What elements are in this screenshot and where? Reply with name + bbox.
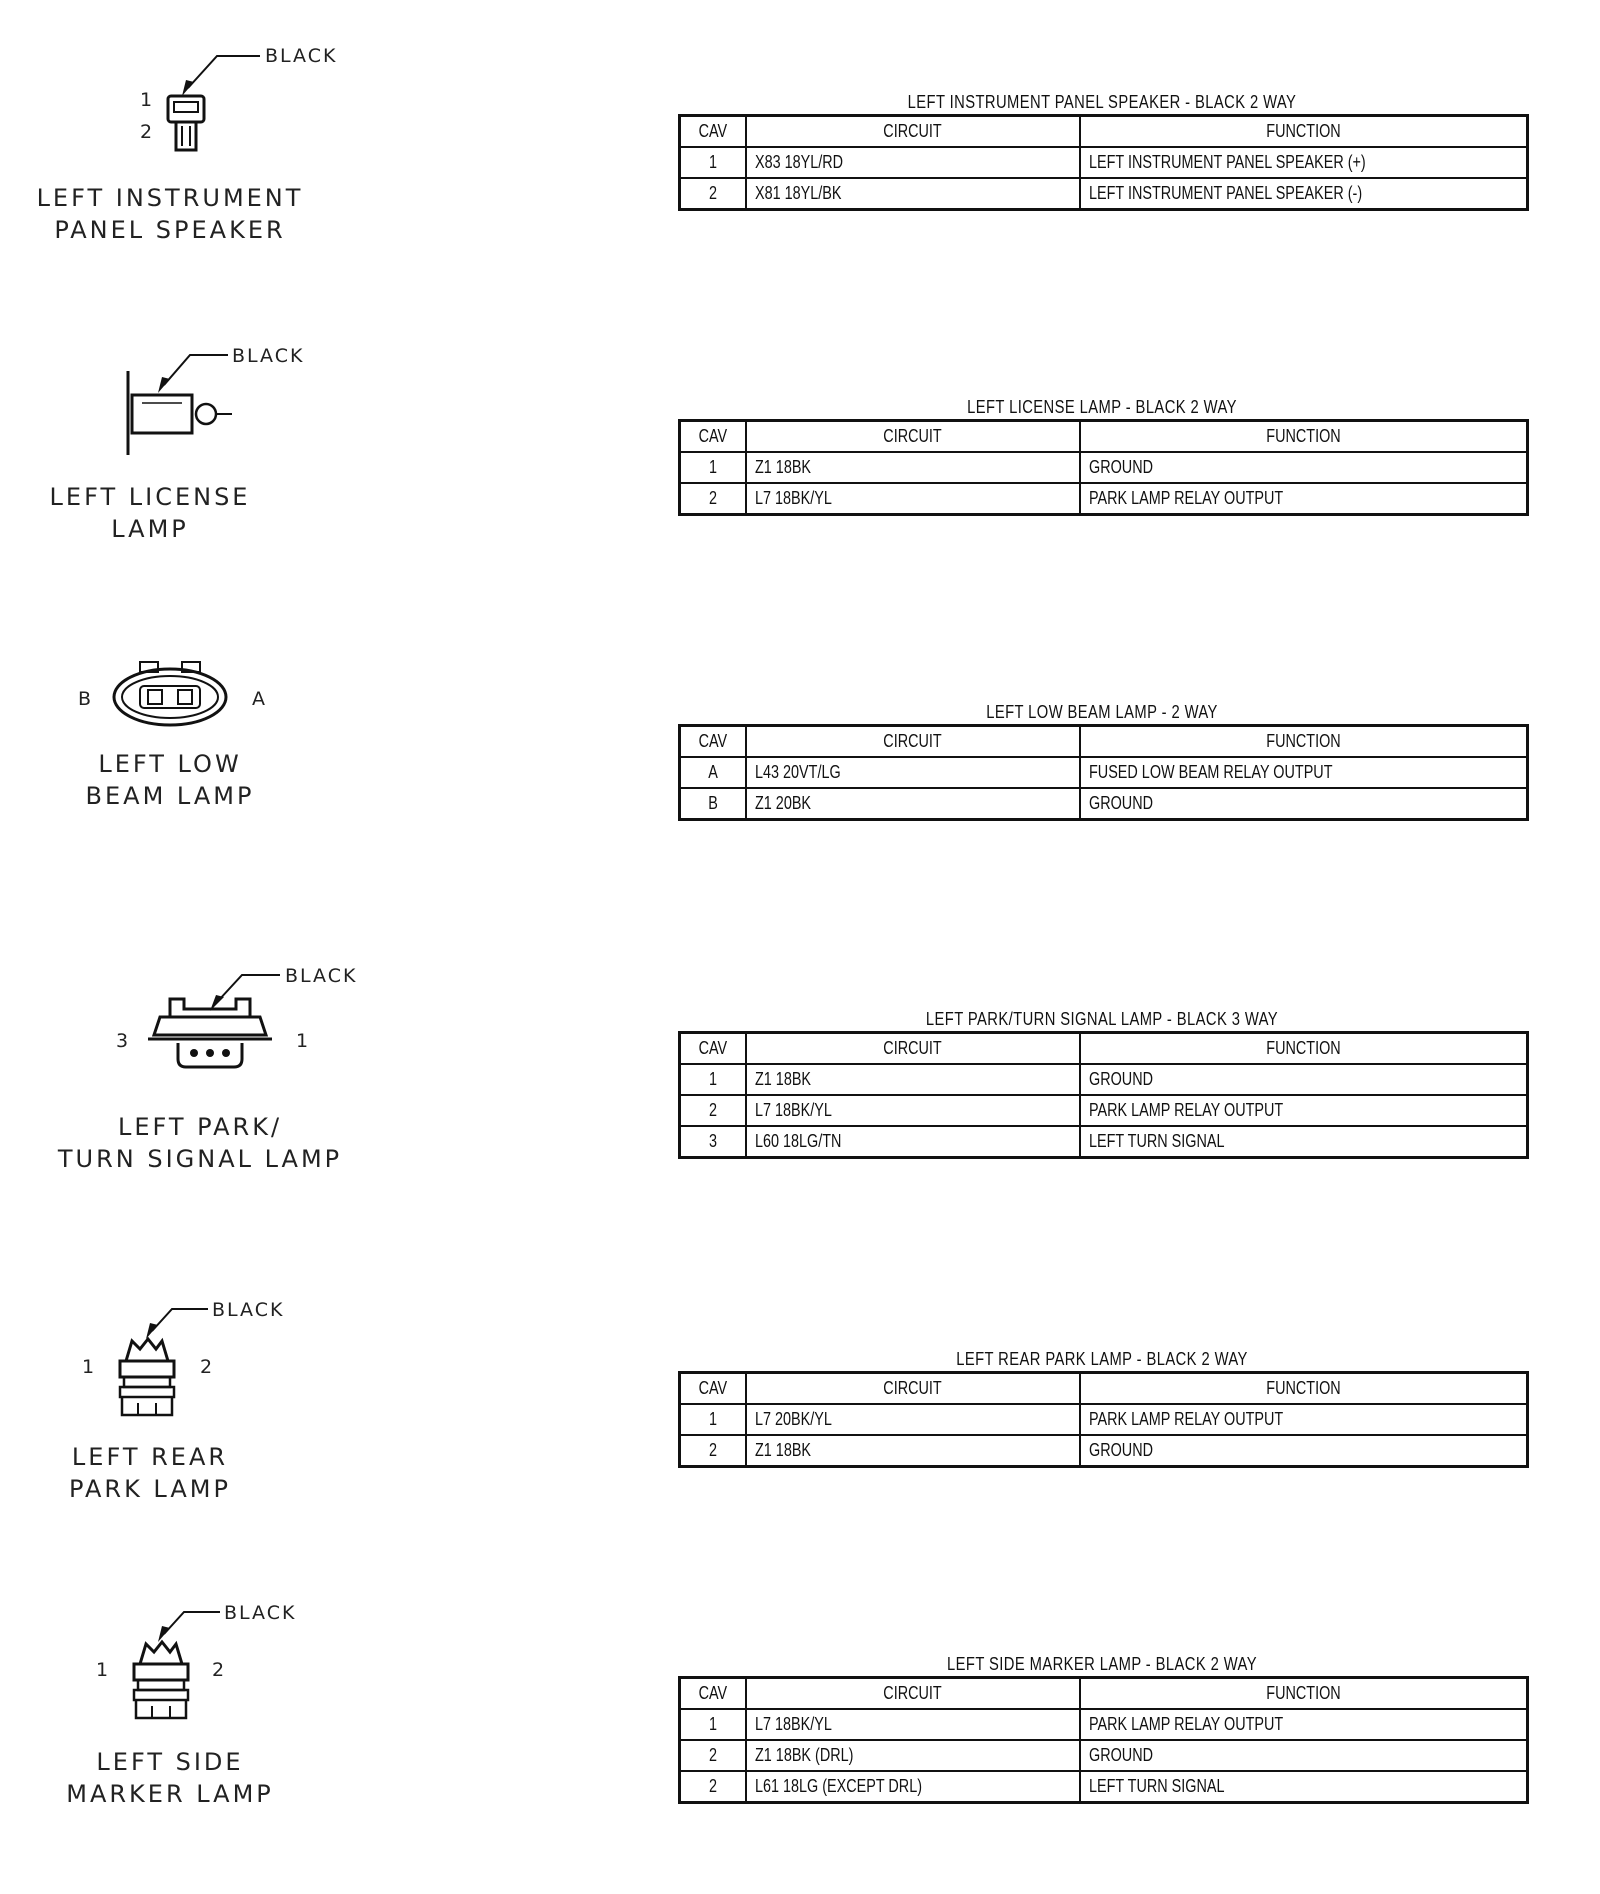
- circuit-cell: X81 18YL/BK: [754, 183, 841, 203]
- circuit-cell: L43 20VT/LG: [754, 762, 841, 782]
- function-cell: GROUND: [1088, 793, 1153, 813]
- table-row: [680, 147, 1528, 178]
- pin-label: A: [252, 688, 267, 710]
- pin-label: 3: [116, 1030, 131, 1052]
- function-cell: PARK LAMP RELAY OUTPUT: [1088, 1409, 1283, 1429]
- side-marker-connector-icon: [60, 1596, 360, 1736]
- header-function: FUNCTION: [1266, 731, 1341, 751]
- pinout-table: [678, 114, 1529, 211]
- table-title: LEFT INSTRUMENT PANEL SPEAKER - BLACK 2 WAY: [907, 92, 1297, 112]
- circuit-cell: Z1 18BK (DRL): [754, 1745, 853, 1765]
- pin-label: 2: [200, 1356, 215, 1378]
- pin-label: 1: [296, 1030, 311, 1052]
- function-cell: PARK LAMP RELAY OUTPUT: [1088, 1100, 1283, 1120]
- connector-section-side-marker: [0, 1560, 1600, 1860]
- table-title: LEFT LOW BEAM LAMP - 2 WAY: [986, 702, 1218, 722]
- table-header-row: [680, 726, 1528, 758]
- function-cell: GROUND: [1088, 1440, 1153, 1460]
- pinout-table-block: [678, 395, 1526, 516]
- cav-cell: 3: [708, 1131, 717, 1151]
- table-title: LEFT REAR PARK LAMP - BLACK 2 WAY: [956, 1349, 1248, 1369]
- table-title: LEFT LICENSE LAMP - BLACK 2 WAY: [967, 397, 1237, 417]
- table-row: [680, 788, 1528, 820]
- pin-label: 2: [212, 1659, 227, 1681]
- pinout-table-block: [678, 1652, 1526, 1804]
- connector-illustration: [60, 955, 360, 1215]
- circuit-cell: Z1 20BK: [754, 793, 811, 813]
- connector-section-license-lamp: [0, 305, 1600, 605]
- table-title: LEFT PARK/TURN SIGNAL LAMP - BLACK 3 WAY: [925, 1009, 1279, 1029]
- connector-illustration: [60, 1293, 360, 1553]
- cav-cell: A: [707, 762, 718, 782]
- pinout-table-block: [678, 700, 1526, 821]
- cav-cell: 2: [708, 1776, 717, 1796]
- cav-cell: 2: [708, 1440, 717, 1460]
- connector-name: LEFT REAR PARK LAMP: [69, 1443, 231, 1503]
- pin-label: 1: [96, 1659, 111, 1681]
- connector-illustration: [60, 335, 360, 595]
- park-turn-connector-icon: [60, 955, 360, 1115]
- header-circuit: CIRCUIT: [883, 1038, 942, 1058]
- cav-cell: 1: [708, 1069, 717, 1089]
- function-cell: FUSED LOW BEAM RELAY OUTPUT: [1088, 762, 1333, 782]
- table-row: [680, 1404, 1528, 1435]
- table-row: [680, 1095, 1528, 1126]
- header-circuit: CIRCUIT: [883, 1378, 942, 1398]
- header-cav: CAV: [698, 1038, 728, 1058]
- pin-label: 1: [140, 89, 155, 111]
- cav-cell: 2: [708, 488, 717, 508]
- table-row: [680, 178, 1528, 210]
- table-header-row: [680, 1373, 1528, 1405]
- circuit-cell: L7 20BK/YL: [754, 1409, 832, 1429]
- pin-label: 2: [140, 121, 155, 143]
- header-circuit: CIRCUIT: [883, 426, 942, 446]
- connector-section-low-beam: [0, 610, 1600, 910]
- color-label: BLACK: [265, 45, 338, 67]
- connector-section-park-turn: [0, 915, 1600, 1215]
- circuit-cell: L7 18BK/YL: [754, 488, 832, 508]
- connector-section-speaker: [0, 0, 1600, 300]
- header-cav: CAV: [698, 426, 728, 446]
- cav-cell: 2: [708, 183, 717, 203]
- cav-cell: B: [707, 793, 718, 813]
- pinout-table: [678, 1371, 1529, 1468]
- circuit-cell: Z1 18BK: [754, 457, 811, 477]
- connector-name: LEFT SIDE MARKER LAMP: [66, 1748, 274, 1808]
- circuit-cell: Z1 18BK: [754, 1440, 811, 1460]
- color-label: BLACK: [224, 1602, 297, 1624]
- header-function: FUNCTION: [1266, 1378, 1341, 1398]
- function-cell: PARK LAMP RELAY OUTPUT: [1088, 1714, 1283, 1734]
- table-row: [680, 1126, 1528, 1158]
- table-row: [680, 1709, 1528, 1740]
- header-circuit: CIRCUIT: [883, 1683, 942, 1703]
- license-lamp-connector-icon: [60, 335, 360, 475]
- connector-section-rear-park: [0, 1255, 1600, 1555]
- table-row: [680, 1435, 1528, 1467]
- cav-cell: 1: [708, 1714, 717, 1734]
- header-circuit: CIRCUIT: [883, 121, 942, 141]
- function-cell: PARK LAMP RELAY OUTPUT: [1088, 488, 1283, 508]
- table-header-row: [680, 116, 1528, 148]
- table-row: [680, 1740, 1528, 1771]
- pinout-table-block: [678, 1007, 1526, 1159]
- function-cell: LEFT TURN SIGNAL: [1088, 1776, 1224, 1796]
- connector-name: LEFT PARK/ TURN SIGNAL LAMP: [57, 1113, 343, 1173]
- circuit-cell: Z1 18BK: [754, 1069, 811, 1089]
- color-label: BLACK: [212, 1299, 285, 1321]
- cav-cell: 1: [708, 152, 717, 172]
- function-cell: GROUND: [1088, 457, 1153, 477]
- table-header-row: [680, 1678, 1528, 1710]
- pin-label: B: [78, 688, 94, 710]
- function-cell: GROUND: [1088, 1745, 1153, 1765]
- connector-name: LEFT INSTRUMENT PANEL SPEAKER: [36, 184, 304, 244]
- table-row: [680, 452, 1528, 483]
- rear-park-connector-icon: [60, 1293, 360, 1433]
- pinout-table: [678, 1676, 1529, 1804]
- header-circuit: CIRCUIT: [883, 731, 942, 751]
- function-cell: LEFT INSTRUMENT PANEL SPEAKER (+): [1088, 152, 1366, 172]
- pinout-table: [678, 1031, 1529, 1159]
- connector-name: LEFT LOW BEAM LAMP: [85, 750, 255, 810]
- circuit-cell: L7 18BK/YL: [754, 1714, 832, 1734]
- table-row: [680, 1771, 1528, 1803]
- header-cav: CAV: [698, 731, 728, 751]
- connector-illustration: [60, 1596, 360, 1856]
- header-cav: CAV: [698, 121, 728, 141]
- cav-cell: 1: [708, 1409, 717, 1429]
- table-header-row: [680, 1033, 1528, 1065]
- color-label: BLACK: [285, 965, 358, 987]
- pinout-table-block: [678, 1347, 1526, 1468]
- color-label: BLACK: [232, 345, 305, 367]
- function-cell: LEFT INSTRUMENT PANEL SPEAKER (-): [1088, 183, 1362, 203]
- connector-name: LEFT LICENSE LAMP: [49, 483, 251, 543]
- header-function: FUNCTION: [1266, 1683, 1341, 1703]
- header-function: FUNCTION: [1266, 426, 1341, 446]
- header-cav: CAV: [698, 1378, 728, 1398]
- cav-cell: 1: [708, 457, 717, 477]
- table-header-row: [680, 421, 1528, 453]
- pinout-table: [678, 724, 1529, 821]
- table-row: [680, 757, 1528, 788]
- connector-illustration: [60, 30, 360, 290]
- table-row: [680, 483, 1528, 515]
- table-title: LEFT SIDE MARKER LAMP - BLACK 2 WAY: [947, 1654, 1257, 1674]
- pin-label: 1: [82, 1356, 97, 1378]
- function-cell: LEFT TURN SIGNAL: [1088, 1131, 1224, 1151]
- circuit-cell: X83 18YL/RD: [754, 152, 843, 172]
- circuit-cell: L60 18LG/TN: [754, 1131, 841, 1151]
- circuit-cell: L61 18LG (EXCEPT DRL): [754, 1776, 922, 1796]
- header-cav: CAV: [698, 1683, 728, 1703]
- table-row: [680, 1064, 1528, 1095]
- cav-cell: 2: [708, 1745, 717, 1765]
- cav-cell: 2: [708, 1100, 717, 1120]
- header-function: FUNCTION: [1266, 1038, 1341, 1058]
- function-cell: GROUND: [1088, 1069, 1153, 1089]
- circuit-cell: L7 18BK/YL: [754, 1100, 832, 1120]
- header-function: FUNCTION: [1266, 121, 1341, 141]
- pinout-table-block: [678, 90, 1526, 211]
- pinout-table: [678, 419, 1529, 516]
